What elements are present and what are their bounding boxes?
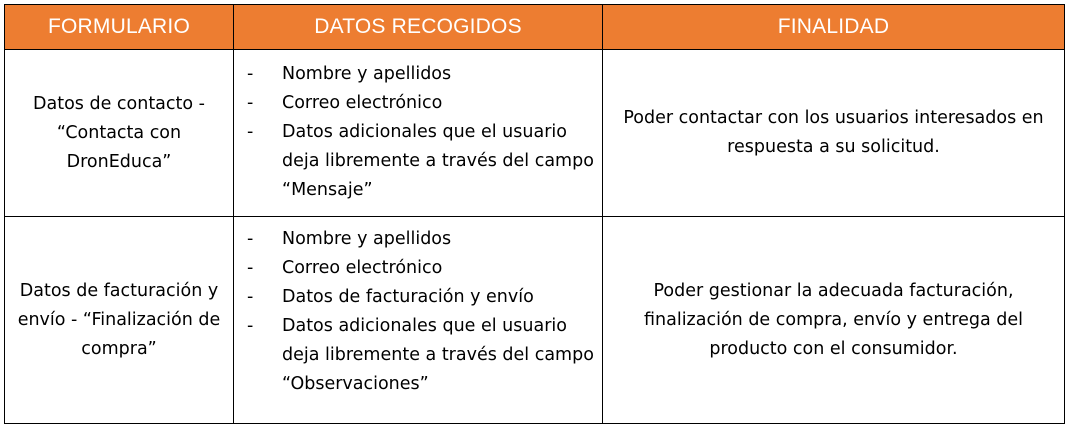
list-item: - Datos de facturación y envío bbox=[234, 283, 602, 312]
list-item: - Nombre y apellidos bbox=[234, 225, 602, 254]
finalidad-cell: Poder contactar con los usuarios interesados en respuesta a su solicitud. bbox=[603, 50, 1065, 217]
header-datos-recogidos: DATOS RECOGIDOS bbox=[234, 5, 603, 50]
list-item: - Nombre y apellidos bbox=[234, 60, 602, 89]
formulario-cell: Datos de contacto - “Contacta con DronEduca” bbox=[5, 50, 234, 217]
header-finalidad: FINALIDAD bbox=[603, 5, 1065, 50]
table-row bbox=[5, 50, 1065, 217]
list-item: - Correo electrónico bbox=[234, 254, 602, 283]
table-row bbox=[5, 217, 1065, 424]
header-formulario: FORMULARIO bbox=[5, 5, 234, 50]
datos-cell bbox=[234, 217, 603, 424]
datos-cell bbox=[234, 50, 603, 217]
datos-list bbox=[234, 217, 602, 399]
finalidad-cell: Poder gestionar la adecuada facturación, finalización de compra, envío y entrega del producto con el consumidor. bbox=[603, 217, 1065, 424]
list-item: - Correo electrónico bbox=[234, 89, 602, 118]
datos-list bbox=[234, 50, 602, 205]
data-table bbox=[4, 4, 1065, 424]
list-item: - Datos adicionales que el usuario deja libremente a través del campo “Observaciones” bbox=[234, 312, 602, 399]
header-row bbox=[5, 5, 1065, 50]
list-item: - Datos adicionales que el usuario deja libremente a través del campo “Mensaje” bbox=[234, 118, 602, 205]
formulario-cell: Datos de facturación y envío - “Finalización de compra” bbox=[5, 217, 234, 424]
